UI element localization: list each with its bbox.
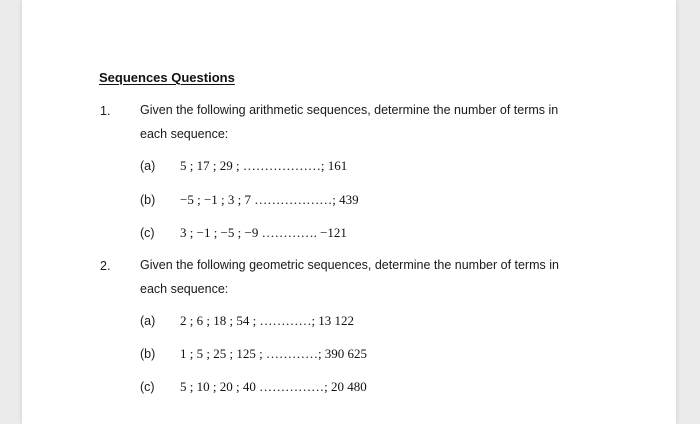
question-1a-label: (a) xyxy=(140,159,156,173)
page-title: Sequences Questions xyxy=(99,70,235,85)
question-1b-sequence: −5 ; −1 ; 3 ; 7 ………………; 439 xyxy=(180,192,359,207)
question-2a-sequence: 2 ; 6 ; 18 ; 54 ; …………; 13 122 xyxy=(180,313,355,328)
question-2-prompt-line1: Given the following geometric sequences, determine the number of terms in xyxy=(140,258,559,272)
question-2-number: 2. xyxy=(100,259,111,273)
question-1a-sequence: 5 ; 17 ; 29 ; ………………; 161 xyxy=(180,158,348,173)
question-1-prompt xyxy=(140,98,558,146)
question-2c-label: (c) xyxy=(140,380,155,394)
question-2c-sequence: 5 ; 10 ; 20 ; 40 ……………; 20 480 xyxy=(180,379,367,394)
question-1-number: 1. xyxy=(100,104,111,118)
question-1-prompt-line2: each sequence: xyxy=(140,127,229,141)
question-2b-label: (b) xyxy=(140,347,156,361)
question-1-prompt-line1: Given the following arithmetic sequences, determine the number of terms in xyxy=(140,103,559,117)
question-2b-sequence: 1 ; 5 ; 25 ; 125 ; …………; 390 625 xyxy=(180,346,368,361)
question-1c-sequence: 3 ; −1 ; −5 ; −9 …………. −121 xyxy=(180,225,347,240)
question-1b-label: (b) xyxy=(140,193,156,207)
question-1c-label: (c) xyxy=(140,226,155,240)
question-2-prompt xyxy=(140,253,559,301)
question-2-prompt-line2: each sequence: xyxy=(140,282,229,296)
question-2a-label: (a) xyxy=(140,314,156,328)
